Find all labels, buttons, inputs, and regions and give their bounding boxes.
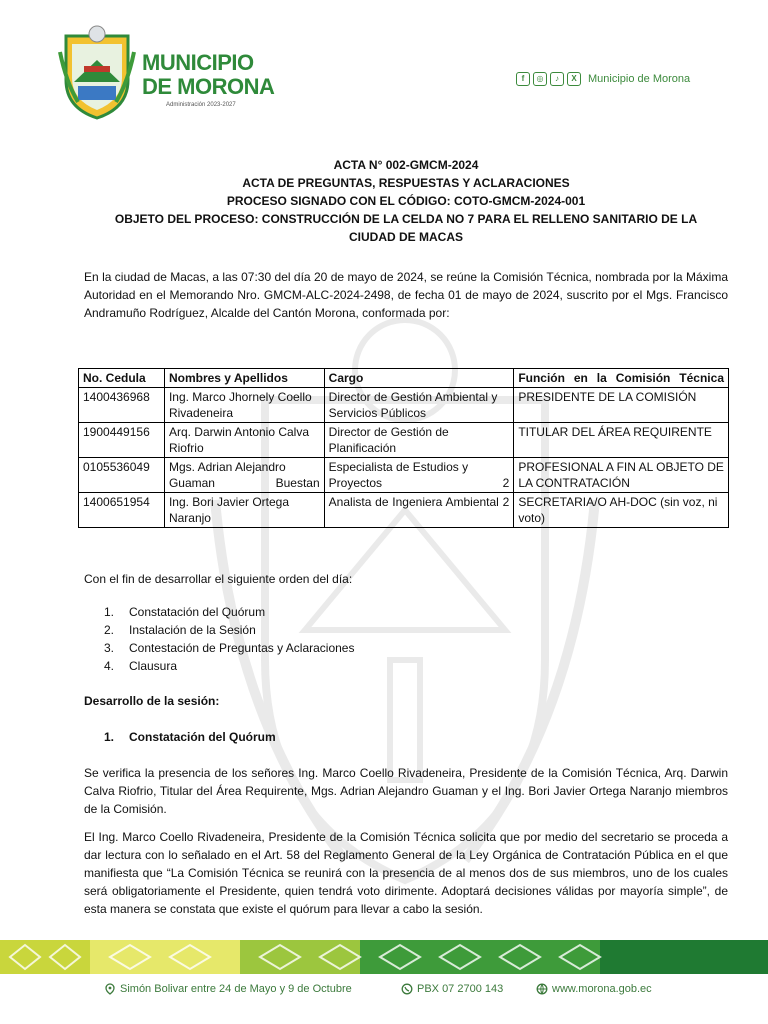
cell-nombre: Arq. Darwin Antonio Calva Riofrio bbox=[164, 423, 324, 458]
agenda-list bbox=[104, 603, 354, 675]
cell-cargo: Especialista de Estudios y Proyectos 2 bbox=[324, 458, 514, 493]
instagram-icon[interactable]: ◎ bbox=[533, 72, 547, 86]
section-heading bbox=[104, 730, 276, 744]
cell-nombre: Mgs. Adrian Alejandro Guaman Buestan bbox=[164, 458, 324, 493]
acta-number: ACTA N° 002-GMCM-2024 bbox=[333, 158, 479, 172]
list-item bbox=[104, 603, 354, 621]
list-item bbox=[104, 657, 354, 675]
brand-line2: DE MORONA bbox=[142, 74, 275, 99]
decorative-band bbox=[0, 940, 768, 974]
col-header-funcion: Función en la Comisión Técnica bbox=[514, 369, 729, 388]
x-icon[interactable]: X bbox=[567, 72, 581, 86]
brand-admin: Administración 2023-2027 bbox=[166, 102, 236, 108]
list-number: 4. bbox=[104, 659, 115, 673]
table-header-row bbox=[79, 369, 729, 388]
table-row bbox=[79, 493, 729, 528]
agenda-intro: Con el fin de desarrollar el siguiente orden del día: bbox=[84, 572, 353, 586]
list-item bbox=[104, 639, 354, 657]
col-header-nombres: Nombres y Apellidos bbox=[164, 369, 324, 388]
cell-cargo: Director de Gestión de Planificación bbox=[324, 423, 514, 458]
process-object: OBJETO DEL PROCESO: CONSTRUCCIÓN DE LA CELDA NO 7 PARA EL RELLENO SANITARIO DE LA bbox=[114, 212, 698, 226]
cell-cargo: Analista de Ingeniera Ambiental 2 bbox=[324, 493, 514, 528]
list-number: 1. bbox=[104, 605, 115, 619]
list-text: Contestación de Preguntas y Aclaraciones bbox=[129, 641, 355, 655]
crest-icon bbox=[58, 22, 136, 120]
process-object-cont: CIUDAD DE MACAS bbox=[349, 230, 463, 244]
list-text: Constatación del Quórum bbox=[129, 605, 266, 619]
cell-nombre: Ing. Bori Javier Ortega Naranjo bbox=[164, 493, 324, 528]
address-text: Simón Bolivar entre 24 de Mayo y 9 de Octubre bbox=[120, 983, 352, 995]
cell-cedula: 0105536049 bbox=[79, 458, 165, 493]
cell-cargo: Director de Gestión Ambiental y Servicios Públicos bbox=[324, 388, 514, 423]
section-number: 1. bbox=[104, 730, 115, 744]
table-row bbox=[79, 458, 729, 493]
cell-funcion: PRESIDENTE DE LA COMISIÓN bbox=[514, 388, 729, 423]
paragraph-quorum-reading: El Ing. Marco Coello Rivadeneira, Presidente de la Comisión Técnica solicita que por medio del secretario se proceda a dar lectura con lo señalado en el Art. 58 del Reglamento General de la Ley Orgánica de Contratación Pública en el que manifiesta que “La Comisión Técnica se reunirá con la presencia de al menos dos de sus miembros, uno de los cuales será obligatoriamente el Presidente, quien tendrá voto dirimente. Adoptará decisiones válidas por mayoría simple”, de esta manera se constata que existe el quórum para llevar a cabo la sesión. bbox=[84, 830, 728, 916]
social-links bbox=[516, 72, 690, 86]
cell-nombre: Ing. Marco Jhornely Coello Rivadeneira bbox=[164, 388, 324, 423]
phone-text: PBX 07 2700 143 bbox=[417, 983, 504, 995]
cell-cedula: 1900449156 bbox=[79, 423, 165, 458]
tiktok-icon[interactable]: ♪ bbox=[550, 72, 564, 86]
table-row bbox=[79, 388, 729, 423]
table-row bbox=[79, 423, 729, 458]
cell-cedula: 1400436968 bbox=[79, 388, 165, 423]
cell-funcion: PROFESIONAL A FIN AL OBJETO DE LA CONTRATACIÓN bbox=[514, 458, 729, 493]
col-header-cedula: No. Cedula bbox=[79, 369, 165, 388]
acta-title: ACTA DE PREGUNTAS, RESPUESTAS Y ACLARACIONES bbox=[242, 176, 570, 190]
cell-funcion: SECRETARIA/O AH-DOC (sin voz, ni voto) bbox=[514, 493, 729, 528]
col-header-cargo: Cargo bbox=[324, 369, 514, 388]
whatsapp-icon bbox=[401, 983, 413, 995]
commission-table bbox=[78, 368, 729, 528]
cell-funcion: TITULAR DEL ÁREA REQUIRENTE bbox=[514, 423, 729, 458]
brand-line1: MUNICIPIO bbox=[142, 50, 254, 75]
facebook-icon[interactable]: f bbox=[516, 72, 530, 86]
list-text: Instalación de la Sesión bbox=[129, 623, 256, 637]
section-title: Constatación del Quórum bbox=[129, 730, 276, 744]
municipio-logo bbox=[58, 22, 278, 122]
desarrollo-heading: Desarrollo de la sesión: bbox=[84, 694, 220, 708]
intro-paragraph: En la ciudad de Macas, a las 07:30 del día 20 de mayo de 2024, se reúne la Comisión Técnica, nombrada por la Máxima Autoridad en el Memorando Nro. GMCM-ALC-2024-2498, de fecha 01 de mayo de 2024, suscrito por el Mgs. Francisco Andramuño Rodríguez, Alcalde del Cantón Morona, conformada por: bbox=[84, 270, 728, 320]
list-number: 2. bbox=[104, 623, 115, 637]
web-link[interactable]: www.morona.gob.ec bbox=[552, 983, 652, 995]
location-pin-icon bbox=[104, 983, 116, 995]
process-code: PROCESO SIGNADO CON EL CÓDIGO: COTO-GMCM-2024-001 bbox=[226, 194, 586, 208]
footer-web bbox=[536, 983, 652, 995]
social-label: Municipio de Morona bbox=[588, 73, 691, 85]
list-number: 3. bbox=[104, 641, 115, 655]
paragraph-quorum-presence: Se verifica la presencia de los señores Ing. Marco Coello Rivadeneira, Presidente de la Comisión Técnica, Arq. Darwin Calva Riofrio, Titular del Área Requirente, Mgs. Adrian Alejandro Guaman y el Ing. Bori Javier Ortega Naranjo miembros de la Comisión. bbox=[84, 766, 728, 816]
footer-phone bbox=[401, 983, 503, 995]
footer-address bbox=[104, 983, 352, 995]
web-icon bbox=[536, 983, 548, 995]
list-item bbox=[104, 621, 354, 639]
list-text: Clausura bbox=[129, 659, 178, 673]
document-title-block bbox=[84, 156, 728, 246]
cell-cedula: 1400651954 bbox=[79, 493, 165, 528]
